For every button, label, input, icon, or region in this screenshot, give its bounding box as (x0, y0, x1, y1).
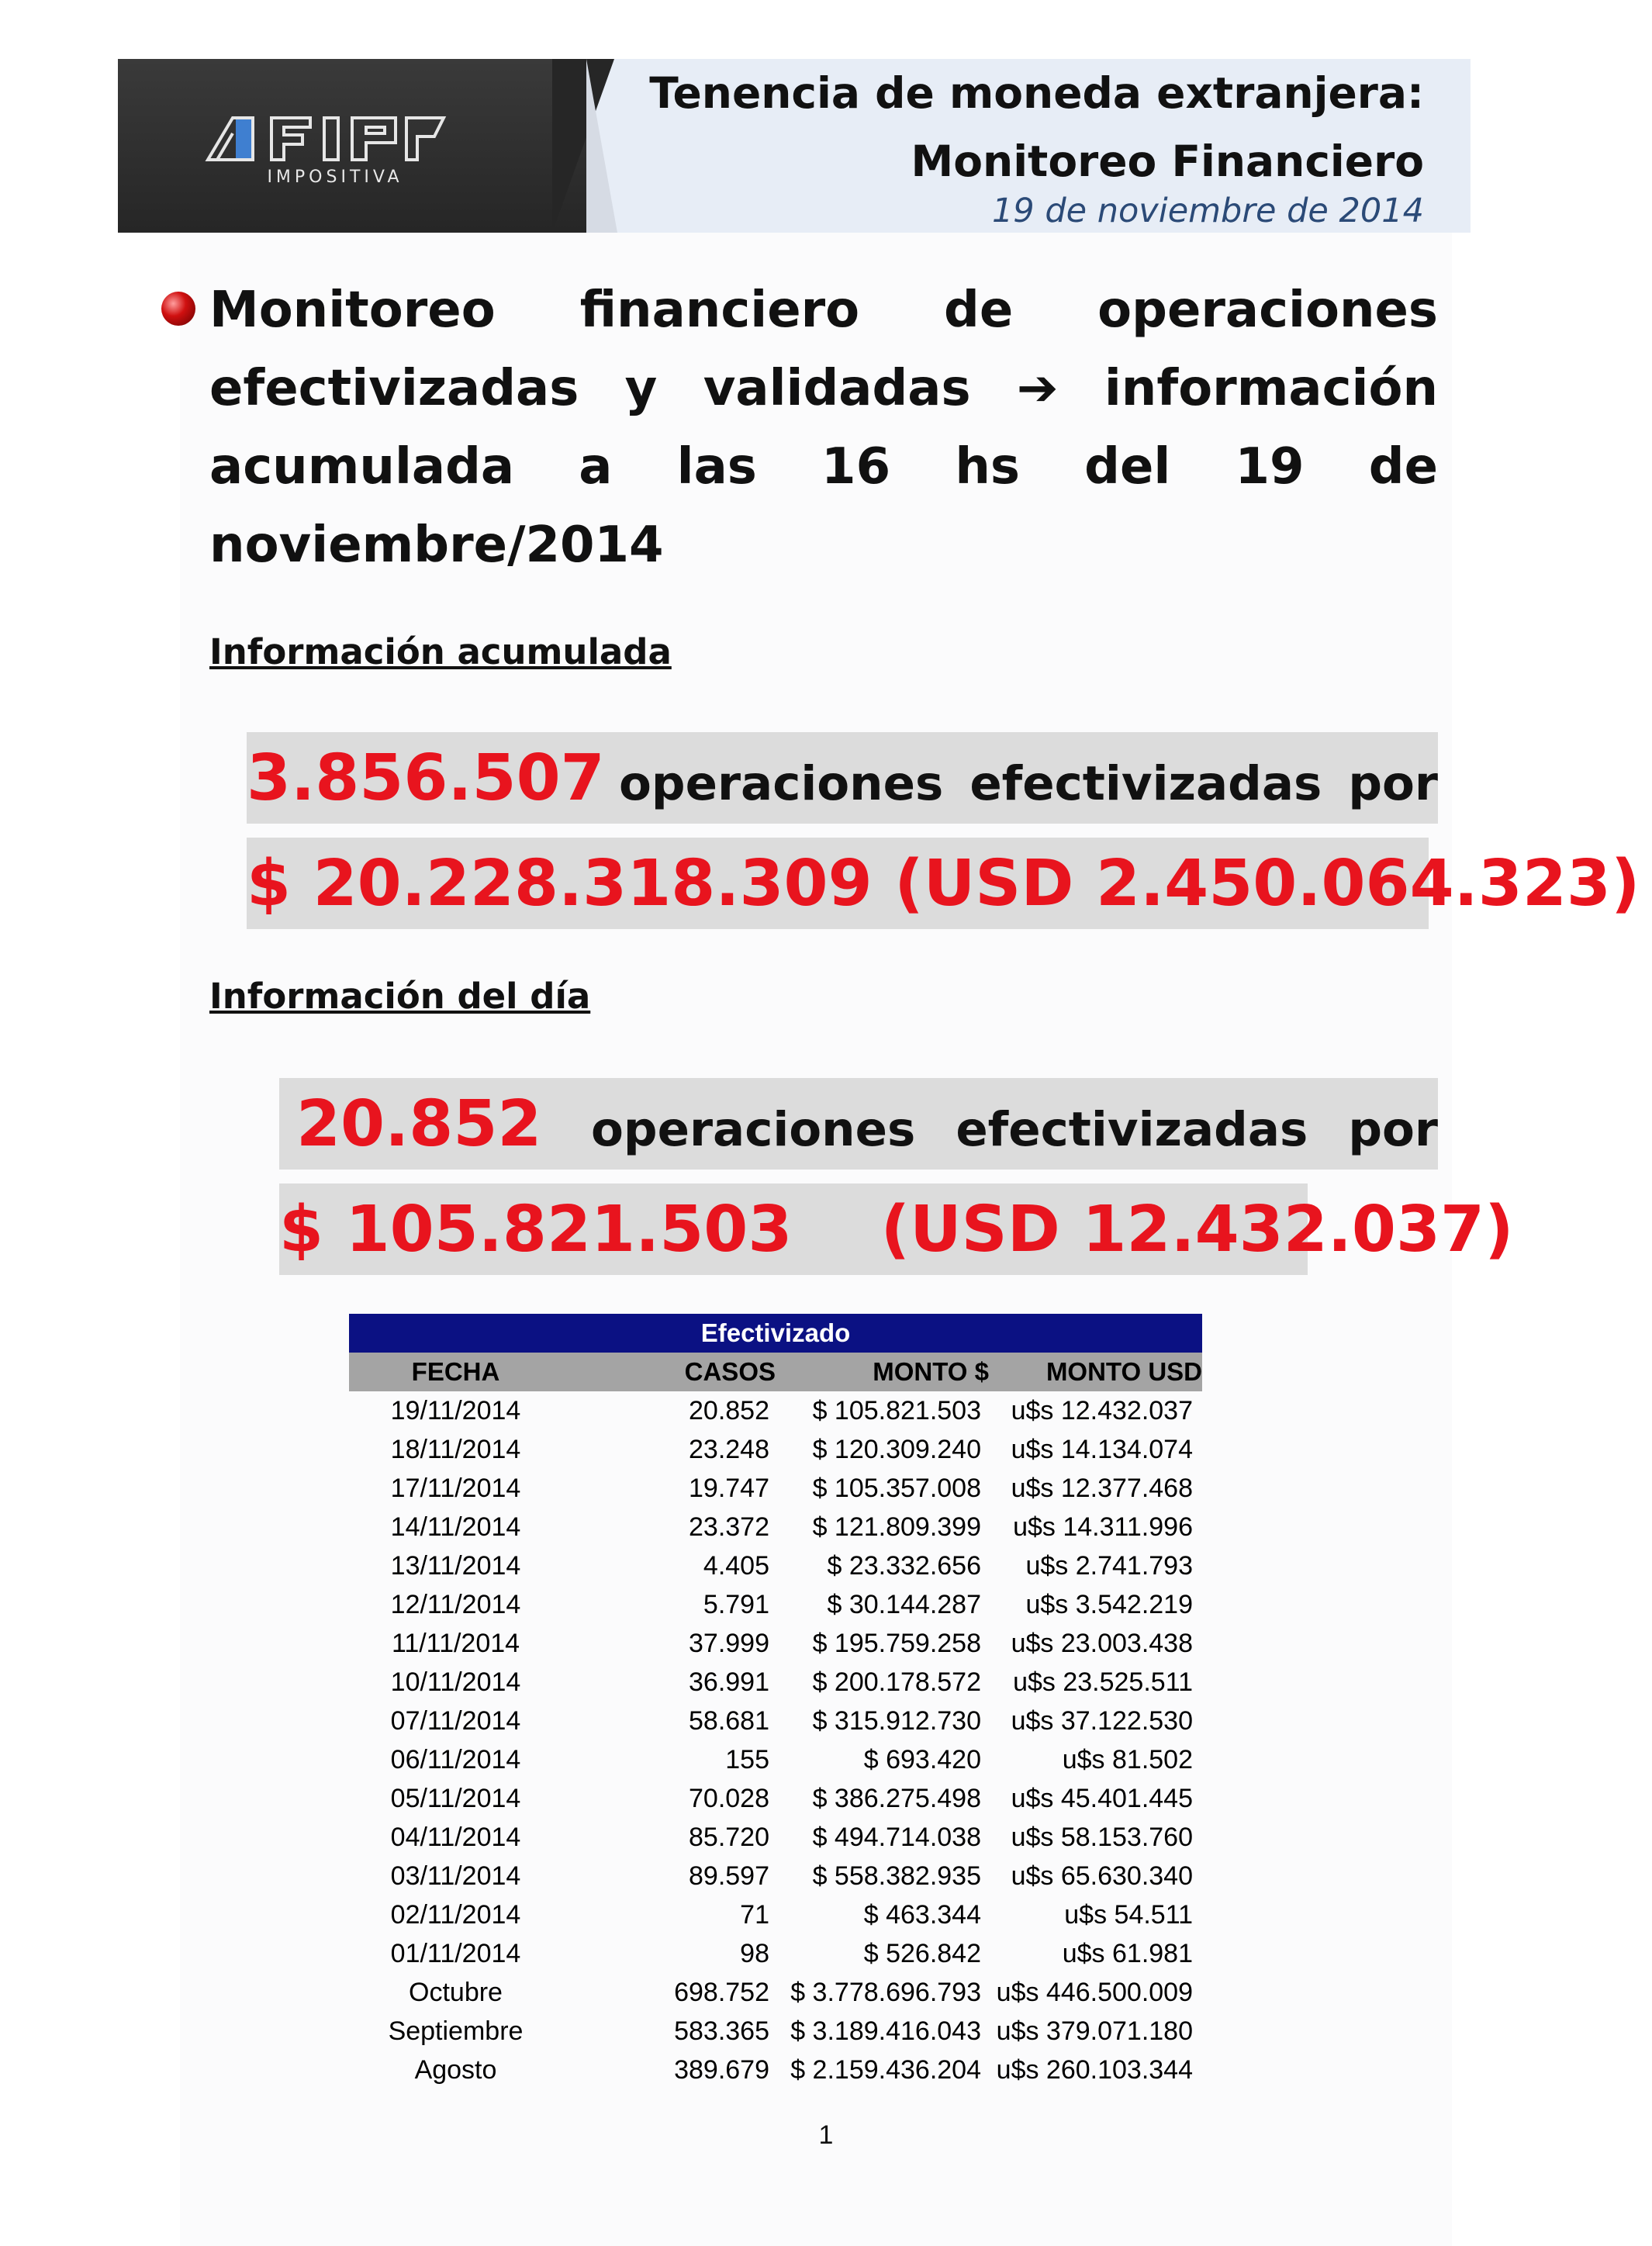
cell-monto-usd: u$s 14.311.996 (1013, 1512, 1193, 1542)
cell-monto: $ 23.332.656 (827, 1550, 981, 1581)
header-title-line2: Monitoreo Financiero (911, 136, 1424, 186)
table-row (349, 1391, 1202, 1430)
cell-fecha: 02/11/2014 (390, 1899, 521, 1930)
cell-fecha: 14/11/2014 (390, 1512, 521, 1542)
cell-monto-usd: u$s 12.432.037 (1011, 1395, 1193, 1425)
cell-fecha: Octubre (409, 1977, 503, 2007)
cell-casos: 698.752 (674, 1977, 769, 2007)
afip-logo (202, 110, 450, 195)
cell-monto: $ 463.344 (863, 1899, 981, 1930)
cell-fecha: 19/11/2014 (390, 1395, 521, 1425)
accumulated-section-title: Información acumulada (209, 631, 672, 672)
cell-fecha: 13/11/2014 (390, 1550, 521, 1581)
cell-fecha: 03/11/2014 (390, 1861, 521, 1891)
cell-casos: 36.991 (689, 1667, 769, 1697)
table-row (349, 1857, 1202, 1895)
cell-monto: $ 121.809.399 (812, 1512, 981, 1542)
table-row (349, 1546, 1202, 1585)
table-body (349, 1391, 1202, 2089)
cell-monto-usd: u$s 23.525.511 (1013, 1667, 1193, 1697)
cell-casos: 89.597 (689, 1861, 769, 1891)
cell-fecha: Agosto (414, 2054, 497, 2085)
effectivized-table-grid (349, 1314, 1202, 2089)
cell-fecha: 05/11/2014 (390, 1783, 521, 1813)
cell-monto: $ 693.420 (863, 1744, 981, 1774)
word-operaciones: operaciones (619, 755, 944, 811)
accumulated-operations-words (619, 745, 1438, 811)
accumulated-amount-row (247, 838, 1640, 929)
cell-monto-usd: u$s 37.122.530 (1011, 1705, 1193, 1736)
table-row (349, 1585, 1202, 1624)
word-operaciones: operaciones (591, 1101, 916, 1157)
cell-monto-usd: u$s 61.981 (1062, 1938, 1193, 1968)
table-header-row (349, 1353, 1202, 1391)
word-efectivizadas: efectivizadas (956, 1101, 1308, 1157)
cell-casos: 85.720 (689, 1822, 769, 1852)
table-row (349, 2051, 1202, 2089)
header-slant-highlight (586, 59, 617, 233)
cell-monto-usd: u$s 12.377.468 (1011, 1473, 1193, 1503)
cell-casos: 23.248 (689, 1434, 769, 1464)
table-row (349, 1508, 1202, 1546)
cell-monto-usd: u$s 260.103.344 (996, 2054, 1193, 2085)
cell-casos: 583.365 (674, 2016, 769, 2046)
table-row (349, 1624, 1202, 1663)
header-title-line1: Tenencia de moneda extranjera: (649, 68, 1424, 118)
cell-monto: $ 195.759.258 (812, 1628, 981, 1658)
table-row (349, 1702, 1202, 1740)
table-row (349, 1934, 1202, 1973)
cell-monto: $ 386.275.498 (812, 1783, 981, 1813)
cell-monto: $ 200.178.572 (812, 1667, 981, 1697)
cell-fecha: 12/11/2014 (390, 1589, 521, 1619)
accumulated-operations-row (247, 732, 1438, 824)
effectivized-table (349, 1314, 1202, 2089)
table-row (349, 1469, 1202, 1508)
table-row (349, 2012, 1202, 2051)
cell-casos: 23.372 (689, 1512, 769, 1542)
cell-monto: $ 120.309.240 (812, 1434, 981, 1464)
cell-monto: $ 2.159.436.204 (790, 2054, 981, 2085)
cell-monto-usd: u$s 65.630.340 (1011, 1861, 1193, 1891)
cell-monto-usd: u$s 23.003.438 (1011, 1628, 1193, 1658)
cell-monto: $ 30.144.287 (827, 1589, 981, 1619)
cell-monto: $ 3.189.416.043 (790, 2016, 981, 2046)
table-row (349, 1779, 1202, 1818)
daily-amount-row (279, 1183, 1514, 1275)
daily-operations-row (279, 1078, 1438, 1170)
cell-fecha: 01/11/2014 (390, 1938, 521, 1968)
header-date: 19 de noviembre de 2014 (991, 192, 1424, 230)
cell-fecha: Septiembre (388, 2016, 524, 2046)
cell-monto-usd: u$s 54.511 (1064, 1899, 1193, 1930)
cell-monto: $ 494.714.038 (812, 1822, 981, 1852)
daily-operations-count: 20.852 (296, 1087, 542, 1161)
afip-logo-mark-icon (202, 110, 450, 164)
table-row (349, 1895, 1202, 1934)
column-header-monto: MONTO $ (776, 1353, 989, 1391)
cell-fecha: 17/11/2014 (390, 1473, 521, 1503)
column-header-casos: CASOS (562, 1353, 776, 1391)
header-title (648, 59, 1424, 195)
cell-monto: $ 105.821.503 (812, 1395, 981, 1425)
cell-monto-usd: u$s 2.741.793 (1025, 1550, 1193, 1581)
logo-subtitle: IMPOSITIVA (267, 168, 403, 187)
cell-monto-usd: u$s 81.502 (1062, 1744, 1193, 1774)
table-row (349, 1740, 1202, 1779)
cell-casos: 70.028 (689, 1783, 769, 1813)
page-number: 1 (818, 2120, 834, 2150)
red-bullet-icon (161, 292, 195, 326)
cell-casos: 19.747 (689, 1473, 769, 1503)
intro-paragraph: Monitoreo financiero de operaciones efectivizadas y validadas ➔ información acumulada a las 16 hs del 19 de noviembre/2014 (209, 282, 1438, 574)
column-header-monto-usd: MONTO USD (989, 1353, 1202, 1391)
cell-casos: 58.681 (689, 1705, 769, 1736)
cell-casos: 37.999 (689, 1628, 769, 1658)
cell-fecha: 11/11/2014 (391, 1628, 520, 1658)
header-banner (118, 59, 1471, 233)
cell-fecha: 18/11/2014 (390, 1434, 521, 1464)
cell-casos: 71 (740, 1899, 769, 1930)
cell-monto-usd: u$s 446.500.009 (996, 1977, 1193, 2007)
cell-monto-usd: u$s 45.401.445 (1011, 1783, 1193, 1813)
cell-casos: 20.852 (689, 1395, 769, 1425)
table-row (349, 1973, 1202, 2012)
cell-fecha: 04/11/2014 (390, 1822, 521, 1852)
table-row (349, 1818, 1202, 1857)
cell-monto-usd: u$s 58.153.760 (1011, 1822, 1193, 1852)
accumulated-operations-count: 3.856.507 (247, 741, 605, 815)
table-title: Efectivizado (349, 1314, 1202, 1353)
cell-fecha: 06/11/2014 (390, 1744, 521, 1774)
cell-monto: $ 558.382.935 (812, 1861, 981, 1891)
accumulated-amount: $ 20.228.318.309 (USD 2.450.064.323) (247, 846, 1640, 921)
cell-monto-usd: u$s 14.134.074 (1011, 1434, 1193, 1464)
daily-section-title: Información del día (209, 976, 591, 1017)
cell-casos: 389.679 (674, 2054, 769, 2085)
cell-monto-usd: u$s 3.542.219 (1025, 1589, 1193, 1619)
cell-monto: $ 105.357.008 (812, 1473, 981, 1503)
cell-fecha: 07/11/2014 (390, 1705, 521, 1736)
cell-casos: 155 (725, 1744, 769, 1774)
table-row (349, 1430, 1202, 1469)
cell-casos: 98 (740, 1938, 769, 1968)
cell-monto: $ 315.912.730 (812, 1705, 981, 1736)
daily-amount: $ 105.821.503 (USD 12.432.037) (279, 1192, 1514, 1266)
word-efectivizadas: efectivizadas (969, 755, 1322, 811)
word-por: por (1348, 1101, 1438, 1157)
daily-operations-words (591, 1091, 1438, 1157)
column-header-fecha: FECHA (349, 1353, 562, 1391)
table-row (349, 1663, 1202, 1702)
word-por: por (1348, 755, 1438, 811)
cell-monto: $ 3.778.696.793 (790, 1977, 981, 2007)
cell-monto: $ 526.842 (863, 1938, 981, 1968)
cell-monto-usd: u$s 379.071.180 (996, 2016, 1193, 2046)
cell-casos: 5.791 (703, 1589, 769, 1619)
cell-casos: 4.405 (703, 1550, 769, 1581)
cell-fecha: 10/11/2014 (390, 1667, 521, 1697)
